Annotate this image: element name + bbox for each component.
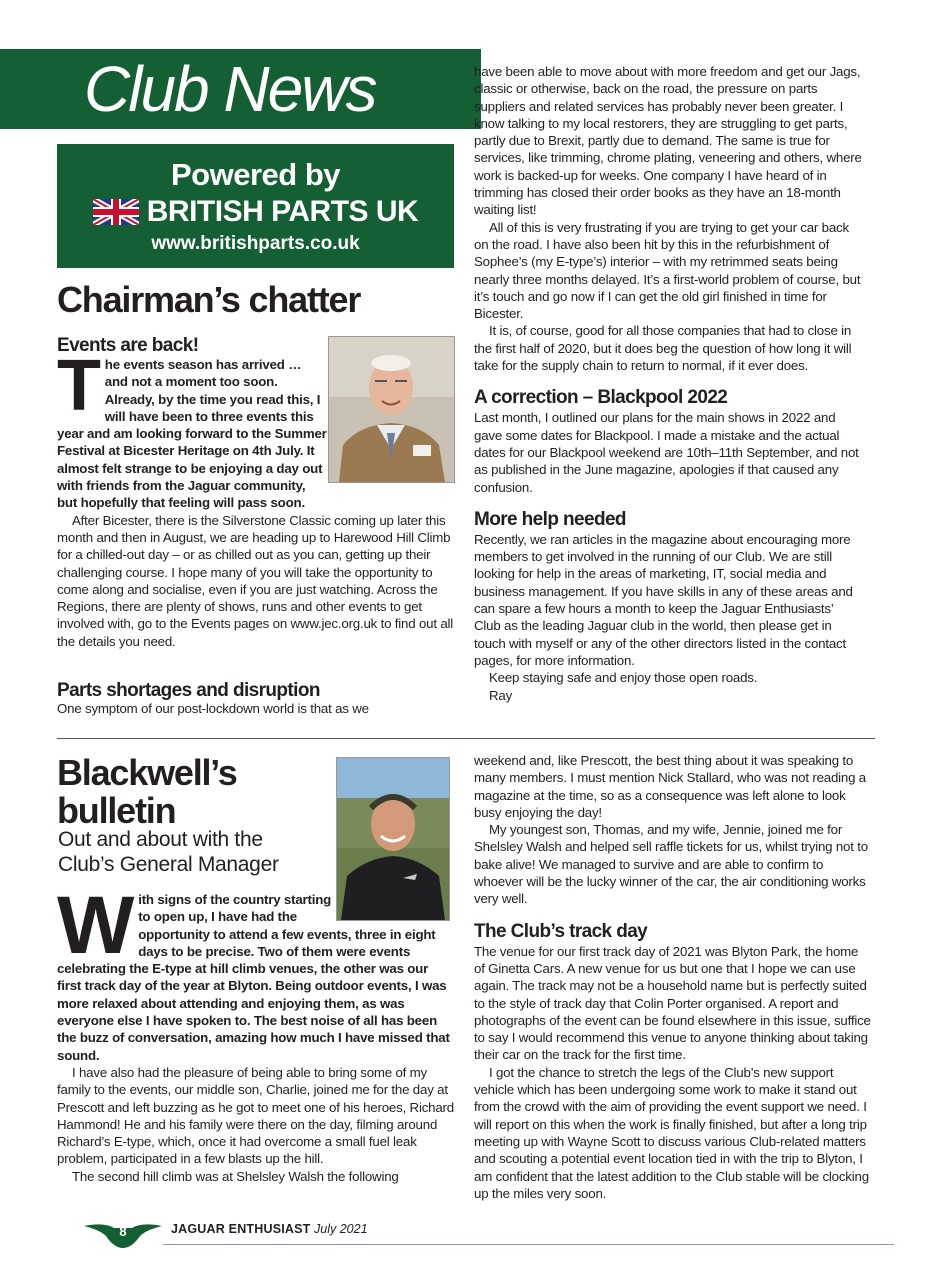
- help-text: Recently, we ran articles in the magazine about encouraging more members to get involved in the running of our Club. We are still looking for help in the areas of marketing, IT, social media and business management. If you have skills in any of these areas and can spare a few hours a month to keep the Jaguar Enthusiasts’ Club as the leading Jaguar club in the world, then please get in touch with myself or any of the other directors listed in the contact pages, for more information.: [474, 531, 853, 668]
- signature: Ray: [489, 687, 513, 703]
- blackwell-para2: I have also had the pleasure of being able to bring some of my family to the events, our middle son, Charlie, joined me for the day at Prescott and left buzzing as he got to meet one of his heroes, Richard Hammond! He and his family were there on the day, filming around Richard’s E-type, which, once it had overcome a small fuel leak problem, participated in a few blasts up the hill.: [57, 1064, 454, 1167]
- chairman-para: After Bicester, there is the Silverstone Classic coming up later this month and then in August, we are heading up to Harewood Hill Climb for a chilled-out day – or as chilled out as you can, getting up their challenging course. I hope many of you will take the opportunity to come along and socialise, even if you are just watching. Across the Regions, there are plenty of shows, runs and other events to get involved with, go to the Events pages on www.jec.org.uk to find out all the details you need.: [57, 512, 454, 649]
- track-heading: The Club’s track day: [474, 920, 648, 942]
- sponsor-brand: BRITISH PARTS UK: [146, 195, 419, 228]
- chairman-col2-para3: It is, of course, good for all those companies that had to close in the first half of 2020, but it does beg the question of how long it will take for the supply chain to return to normal, if it ever does.: [474, 323, 852, 374]
- chairman-column-2: [474, 63, 862, 704]
- blackwell-column-1: [57, 880, 455, 1185]
- chairman-col2-para1: have been able to move about with more freedom and get our Jags, classic or otherwise, back on the road, the pressure on parts suppliers and related services has probably never been greater. I know talking to my local restorers, they are struggling to get parts, partly due to Brexit, partly due to demand. The same is true for services, like trimming, chrome plating, veneering and others, where work is backed-up for weeks. One company I have heard of in trimming has closed their order books as they have an 18-month waiting list!: [474, 64, 862, 218]
- dropcap-w: W: [57, 880, 135, 971]
- sponsor-url-link[interactable]: www.britishparts.co.uk: [151, 233, 360, 254]
- sponsor-brand-row: [57, 195, 454, 229]
- blackwell-para3: The second hill climb was at Shelsley Walsh the following: [72, 1168, 399, 1184]
- blackwell-title: Blackwell’s bulletin: [57, 752, 237, 831]
- blackwell-intro: With signs of the country starting to open up, I have had the opportunity to attend a few events, three in eight days to be precise. Two of them were events celebrating the E-type at hill climb venues, the other was our first track day of the year at Blyton. Being outdoor events, I was more relaxed about attending and enjoying them, as was everyone else I have spoken to. The best noise of all has been the buzz of conversation, amazing how much I have missed that sound.: [57, 880, 450, 1063]
- magazine-issue: July 2021: [314, 1222, 368, 1236]
- chairman-column-1: [57, 346, 455, 650]
- signoff: Keep staying safe and enjoy those open roads.: [489, 670, 758, 686]
- section-title: Club News: [84, 53, 376, 125]
- events-heading: Events are back!: [57, 335, 199, 356]
- footer-rule: [163, 1244, 894, 1245]
- dropcap-t: T: [57, 346, 101, 426]
- blackwell-column-2: [474, 752, 872, 1202]
- union-jack-flag-icon: [93, 199, 139, 225]
- chairman-intro: The events season has arrived … and not a moment too soon. Already, by the time you read this, I will have been to three events this year and am looking forward to the Summer Festival at Bicester Heritage on 4th July. It almost felt strange to be enjoying a day out with friends from the Jaguar community, but hopefully that feeling will pass soon.: [57, 346, 327, 511]
- page-number: 8: [119, 1224, 127, 1239]
- help-heading: More help needed: [474, 508, 626, 530]
- parts-line: One symptom of our post-lockdown world is that as we: [57, 701, 369, 716]
- sponsor-powered-by: Powered by: [171, 157, 340, 192]
- section-divider: [57, 738, 875, 739]
- blackwell-col2-para2: My youngest son, Thomas, and my wife, Jennie, joined me for Shelsley Walsh and helped sell raffle tickets for us, whilst trying not to bake alive! We managed to survive and are able to confirm to whoever will be the lucky winner of the car, the air conditioning works very well.: [474, 822, 868, 907]
- parts-heading: Parts shortages and disruption: [57, 680, 320, 701]
- sponsor-box: [57, 144, 454, 268]
- blackwell-subtitle: Out and about with the Club’s General Manager: [58, 828, 279, 876]
- correction-text: Last month, I outlined our plans for the main shows in 2022 and gave some dates for Blackpool. I made a mistake and the actual dates for our Blackpool weekend are 10th–11th September, and not as published in the June magazine, apologies if that caused any confusion.: [474, 410, 859, 495]
- track-para2: I got the chance to stretch the legs of the Club’s new support vehicle which has been undergoing some work to make it stand out from the crowd with the aim of providing the event support we need. I will report on this when the work is finally finished, but after a long trip meeting up with Wayne Scott to discuss various Club-related matters and scouting a potential event location tied in with the trip to Blyton, I am confident that the latest addition to the Club stable will be clocking up the miles very soon.: [474, 1064, 869, 1201]
- chairman-col2-para2: All of this is very frustrating if you are trying to get your car back on the road. I have also been hit by this in the refurbishment of Sophee’s (my E-type’s) interior – with my retrimmed seats being nearly three months delayed. It’s a first-world problem of course, but it’s touch and go now if I can get the old girl finished in time for Bicester.: [474, 219, 861, 322]
- blackwell-col2-para1: weekend and, like Prescott, the best thing about it was speaking to many members. I must mention Nick Stallard, who was not reading a magazine at the time, so as a consequence was left alone to look busy enjoying the day!: [474, 753, 866, 820]
- chairman-title: Chairman’s chatter: [57, 279, 361, 320]
- correction-heading: A correction – Blackpool 2022: [474, 387, 728, 409]
- magazine-name: JAGUAR ENTHUSIAST: [171, 1222, 311, 1236]
- footer-title: [171, 1221, 368, 1237]
- parts-line-wrap: [57, 700, 455, 717]
- track-para1: The venue for our first track day of 2021 was Blyton Park, the home of Ginetta Cars. A new venue for us but one that I hope we can use again. The track may not be a household name but is perfectly suited to the style of track day that Colin Porter organised. A report and photographs of the event can be found elsewhere in this issue, suffice to say I would recommend this venue to anyone thinking about taking their car on the track for the first time.: [474, 943, 871, 1063]
